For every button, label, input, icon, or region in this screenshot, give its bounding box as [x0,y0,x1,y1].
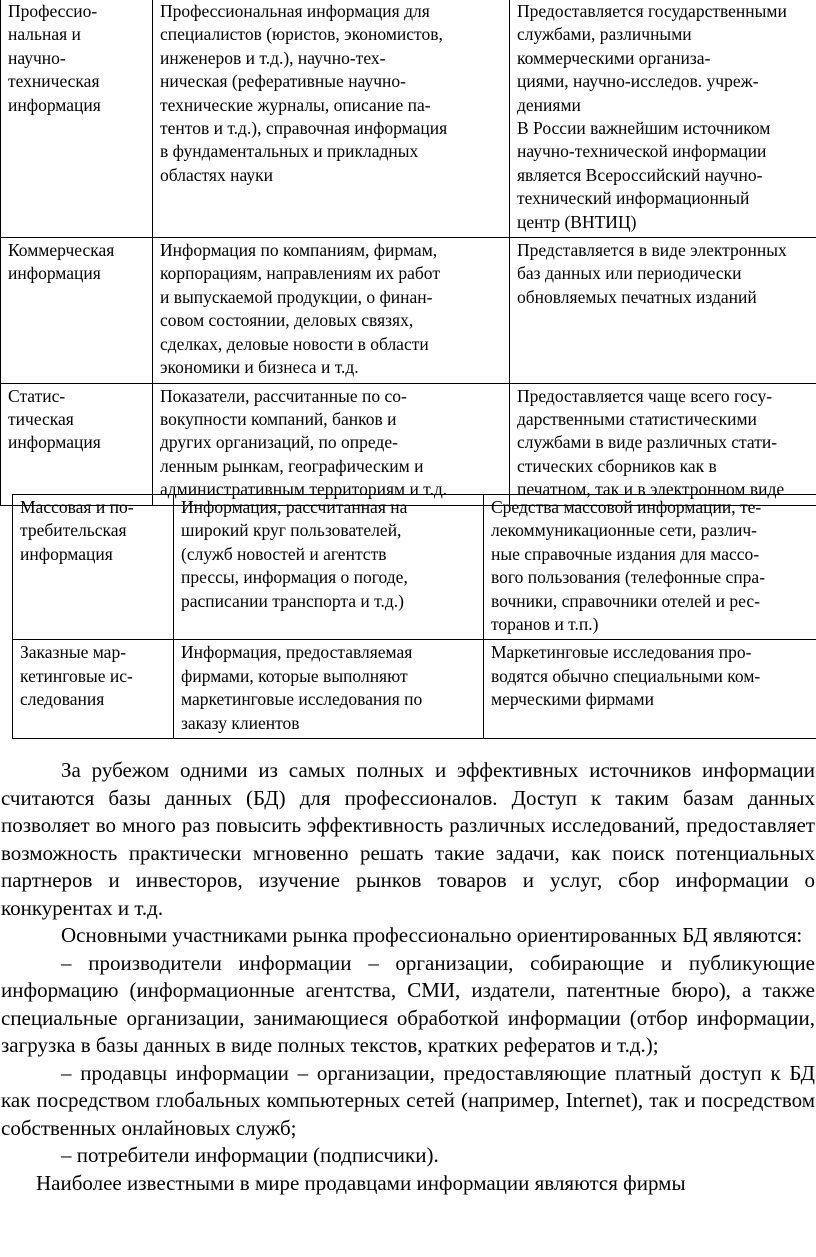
list-item: – потребители информации (подписчики). [61,1143,439,1167]
table-row [13,640,816,739]
list-item: – продавцы информации – организации, предоставляющие платный доступ к БД как посредством глобальных компьютерных сетей (например, Internet), так и посредством собственных онлайновых служб; [1,1060,815,1140]
source-cell: Предоставляется государственными службами, различными коммерческими организа- циями, научно-исследов. учреж- дениями В России важнейшим источником научно-технической информации является Всероссийский научно- технический информационный центр (ВНТИЦ) [510,0,816,238]
category-cell: Статис- тическая информация [1,383,153,505]
info-types-table-continued [12,494,816,739]
table-row [1,0,816,238]
description-cell: Профессиональная информация для специалистов (юристов, экономистов, инженеров и т.д.), научно-тех- ническая (реферативные научно- технические журналы, описание па- тентов и т.д.), справочная информация в фундаментальных и прикладных областях науки [153,0,510,238]
paragraph: За рубежом одними из самых полных и эффективных источников информации считаются базы данных (БД) для профессионалов. Доступ к таким базам данных позволяет во много раз повысить эффективность различных исследований, предоставляет возможность практически мгновенно решать такие задачи, как поиск потенциальных партнеров и инвесторов, изучение рынков товаров и услуг, сбор информации о конкурентах и т.д. [1,758,815,920]
table-row [1,238,816,383]
category-cell: Коммерческая информация [1,238,153,383]
description-cell: Информация по компаниям, фирмам, корпорациям, направлениям их работ и выпускаемой продукции, о финан- совом состоянии, деловых связях, сделках, деловые новости в области экономики и бизнеса и т.д. [153,238,510,383]
category-cell: Массовая и по- требительская информация [13,495,174,640]
description-cell: Информация, рассчитанная на широкий круг пользователей, (служб новостей и агентств прессы, информация о погоде, расписании транспорта и т.д.) [174,495,484,640]
category-cell: Профессио- нальная и научно- техническая информация [1,0,153,238]
paragraph: Основными участниками рынка профессионально ориентированных БД являются: [61,923,803,947]
table-row [1,383,816,505]
source-cell: Представляется в виде электронных баз данных или периодически обновляемых печатных изданий [510,238,816,383]
category-cell: Заказные мар- кетинговые ис- следования [13,640,174,739]
description-cell: Информация, предоставляемая фирмами, которые выполняют маркетинговые исследования по заказу клиентов [174,640,484,739]
source-cell: Средства массовой информации, те- лекоммуникационные сети, различ- ные справочные издания для массо- вого пользования (телефонные спра- вочники, справочники отелей и рес- торанов и т.п.) [484,495,816,640]
paragraph: Наиболее известными в мире продавцами информации являются фирмы [36,1170,686,1195]
source-cell: Маркетинговые исследования про- водятся обычно специальными ком- мерческими фирмами [484,640,816,739]
info-types-table [0,0,816,506]
source-cell: Предоставляется чаще всего госу- дарственными статистическими службами в виде различных стати- стических сборников как в печатном, так и в электронном виде [510,383,816,505]
table-row [13,495,816,640]
body-text [1,757,815,1197]
list-item: – производители информации – организации, собирающие и публикующие информацию (информационные агентства, СМИ, издатели, патентные бюро), а также специальные организации, занимающиеся обработкой информации (отбор информации, загрузка в базы данных в виде полных текстов, кратких рефератов и т.д.); [1,950,815,1057]
description-cell: Показатели, рассчитанные по со- вокупности компаний, банков и других организаций, по опреде- ленным рынкам, географическим и административным территориям и т.д. [153,383,510,505]
